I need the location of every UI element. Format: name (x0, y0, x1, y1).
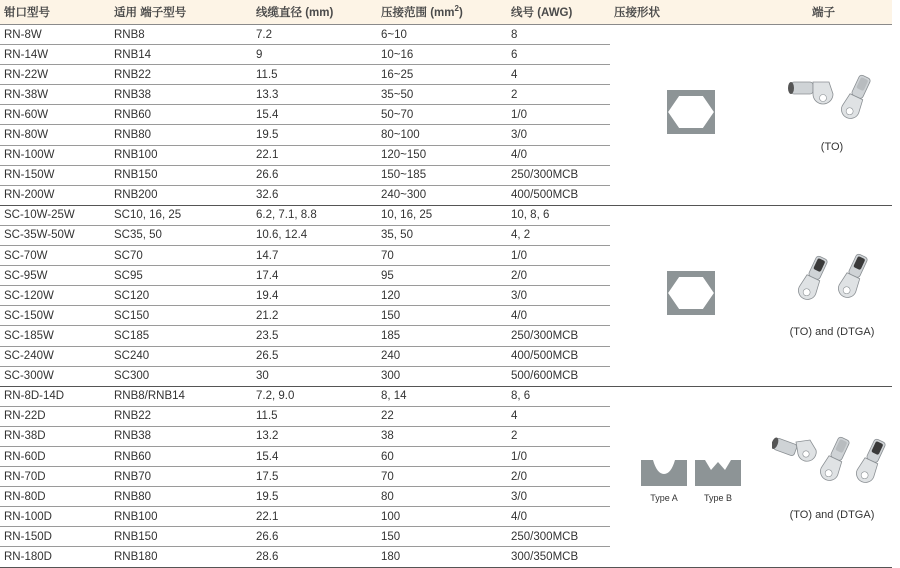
cell-awg: 400/500MCB (507, 185, 610, 205)
cell-awg: 8, 6 (507, 386, 610, 406)
cell-terminal-model: RNB8/RNB14 (110, 386, 252, 406)
hexagon-die-icon (667, 271, 715, 315)
cell-die-model: RN-60W (0, 105, 110, 125)
cell-die-model: RN-100D (0, 507, 110, 527)
cell-die-model: RN-150W (0, 165, 110, 185)
cell-crimp-range: 10~16 (377, 45, 507, 65)
cell-crimp-range: 22 (377, 406, 507, 426)
ring-terminal-icon (787, 74, 877, 126)
cell-die-model: RN-22W (0, 65, 110, 85)
cell-cable-diameter: 7.2 (252, 25, 377, 45)
cell-crimp-range: 100 (377, 507, 507, 527)
cell-die-model: RN-8W (0, 25, 110, 45)
cell-awg: 400/500MCB (507, 346, 610, 366)
cell-die-model: RN-60D (0, 446, 110, 466)
header-cable-diameter: 线缆直径 (mm) (252, 0, 377, 25)
crimp-shape-cell (610, 205, 772, 386)
cell-crimp-range: 150 (377, 306, 507, 326)
cell-cable-diameter: 19.4 (252, 286, 377, 306)
type-a-label: Type A (650, 493, 678, 504)
cell-crimp-range: 240~300 (377, 185, 507, 205)
cell-awg: 3/0 (507, 286, 610, 306)
cell-crimp-range: 10, 16, 25 (377, 205, 507, 225)
cell-terminal-model: SC10, 16, 25 (110, 205, 252, 225)
cell-awg: 2 (507, 85, 610, 105)
cell-cable-diameter: 17.5 (252, 467, 377, 487)
cell-crimp-range: 35~50 (377, 85, 507, 105)
cell-awg: 4/0 (507, 306, 610, 326)
cell-terminal-model: RNB22 (110, 65, 252, 85)
crimp-shape-cell (610, 25, 772, 206)
terminal-label: (TO) and (DTGA) (789, 325, 875, 338)
cell-cable-diameter: 19.5 (252, 125, 377, 145)
cell-cable-diameter: 15.4 (252, 105, 377, 125)
terminal-label: (TO) (820, 140, 844, 153)
cell-cable-diameter: 23.5 (252, 326, 377, 346)
cell-awg: 6 (507, 45, 610, 65)
cell-die-model: SC-240W (0, 346, 110, 366)
header-crimp-shape: 压接形状 (610, 0, 772, 25)
cell-awg: 1/0 (507, 246, 610, 266)
cell-die-model: SC-10W-25W (0, 205, 110, 225)
cell-awg: 250/300MCB (507, 527, 610, 547)
cell-terminal-model: RNB100 (110, 145, 252, 165)
cell-crimp-range: 150~185 (377, 165, 507, 185)
cell-die-model: SC-120W (0, 286, 110, 306)
cell-crimp-range: 50~70 (377, 105, 507, 125)
cell-terminal-model: RNB100 (110, 507, 252, 527)
cell-cable-diameter: 21.2 (252, 306, 377, 326)
cell-terminal-model: RNB150 (110, 527, 252, 547)
cell-crimp-range: 16~25 (377, 65, 507, 85)
cell-crimp-range: 6~10 (377, 25, 507, 45)
cell-cable-diameter: 14.7 (252, 246, 377, 266)
cell-terminal-model: RNB38 (110, 85, 252, 105)
cell-die-model: SC-300W (0, 366, 110, 386)
ring-terminal-mixed-icon (772, 430, 896, 494)
table-row (0, 386, 892, 406)
cell-awg: 4 (507, 406, 610, 426)
cell-terminal-model: SC150 (110, 306, 252, 326)
cell-cable-diameter: 9 (252, 45, 377, 65)
header-terminal-model: 适用 端子型号 (110, 0, 252, 25)
cell-cable-diameter: 28.6 (252, 547, 377, 567)
cell-crimp-range: 180 (377, 547, 507, 567)
table-row (0, 25, 892, 45)
cell-awg: 4, 2 (507, 225, 610, 245)
cell-awg: 8 (507, 25, 610, 45)
cell-awg: 1/0 (507, 446, 610, 466)
cell-awg: 250/300MCB (507, 165, 610, 185)
cell-awg: 10, 8, 6 (507, 205, 610, 225)
cell-crimp-range: 35, 50 (377, 225, 507, 245)
type-b-label: Type B (703, 493, 732, 504)
cell-terminal-model: SC240 (110, 346, 252, 366)
cell-cable-diameter: 10.6, 12.4 (252, 225, 377, 245)
cell-terminal-model: RNB180 (110, 547, 252, 567)
cell-awg: 3/0 (507, 125, 610, 145)
type-b-die-icon (695, 446, 741, 486)
cell-cable-diameter: 22.1 (252, 507, 377, 527)
cell-cable-diameter: 17.4 (252, 266, 377, 286)
hexagon-die-icon (667, 90, 715, 134)
table-row (0, 205, 892, 225)
cell-awg: 4/0 (507, 507, 610, 527)
cell-die-model: RN-22D (0, 406, 110, 426)
cell-awg: 2/0 (507, 467, 610, 487)
cell-awg: 2 (507, 426, 610, 446)
header-row (0, 0, 892, 25)
cell-cable-diameter: 11.5 (252, 65, 377, 85)
cell-crimp-range: 150 (377, 527, 507, 547)
cell-die-model: RN-180D (0, 547, 110, 567)
cell-terminal-model: SC185 (110, 326, 252, 346)
cell-terminal-model: SC95 (110, 266, 252, 286)
terminal-image-cell (772, 386, 892, 567)
cell-cable-diameter: 26.5 (252, 346, 377, 366)
cell-die-model: RN-38D (0, 426, 110, 446)
cell-terminal-model: RNB22 (110, 406, 252, 426)
cell-cable-diameter: 6.2, 7.1, 8.8 (252, 205, 377, 225)
header-terminal: 端子 (772, 0, 892, 25)
ring-terminal-dtga-icon (782, 251, 882, 311)
cell-awg: 500/600MCB (507, 366, 610, 386)
cell-cable-diameter: 19.5 (252, 487, 377, 507)
crimp-shape-cell (610, 386, 772, 567)
terminal-label: (TO) and (DTGA) (789, 508, 875, 521)
cell-crimp-range: 70 (377, 246, 507, 266)
cell-terminal-model: RNB60 (110, 446, 252, 466)
cell-crimp-range: 240 (377, 346, 507, 366)
cell-cable-diameter: 11.5 (252, 406, 377, 426)
cell-awg: 250/300MCB (507, 326, 610, 346)
cell-terminal-model: RNB38 (110, 426, 252, 446)
cell-die-model: SC-150W (0, 306, 110, 326)
cell-cable-diameter: 13.3 (252, 85, 377, 105)
cell-die-model: RN-80W (0, 125, 110, 145)
cell-cable-diameter: 22.1 (252, 145, 377, 165)
cell-terminal-model: RNB60 (110, 105, 252, 125)
cell-die-model: RN-8D-14D (0, 386, 110, 406)
cell-crimp-range: 120~150 (377, 145, 507, 165)
cell-terminal-model: SC35, 50 (110, 225, 252, 245)
cell-die-model: RN-70D (0, 467, 110, 487)
cell-awg: 2/0 (507, 266, 610, 286)
cell-die-model: SC-185W (0, 326, 110, 346)
cell-awg: 1/0 (507, 105, 610, 125)
cell-die-model: SC-70W (0, 246, 110, 266)
cell-awg: 4/0 (507, 145, 610, 165)
cell-die-model: RN-100W (0, 145, 110, 165)
cell-cable-diameter: 13.2 (252, 426, 377, 446)
cell-crimp-range: 38 (377, 426, 507, 446)
cell-crimp-range: 8, 14 (377, 386, 507, 406)
cell-cable-diameter: 26.6 (252, 165, 377, 185)
cell-die-model: RN-150D (0, 527, 110, 547)
cell-die-model: RN-80D (0, 487, 110, 507)
cell-terminal-model: SC70 (110, 246, 252, 266)
cell-awg: 3/0 (507, 487, 610, 507)
cell-die-model: SC-95W (0, 266, 110, 286)
cell-crimp-range: 185 (377, 326, 507, 346)
cell-cable-diameter: 15.4 (252, 446, 377, 466)
table-body (0, 25, 892, 568)
cell-terminal-model: SC120 (110, 286, 252, 306)
header-crimp-range: 压接范围 $(mm^2)$ (377, 0, 507, 25)
cell-cable-diameter: 7.2, 9.0 (252, 386, 377, 406)
cell-cable-diameter: 32.6 (252, 185, 377, 205)
cell-awg: 4 (507, 65, 610, 85)
cell-crimp-range: 70 (377, 467, 507, 487)
cell-die-model: RN-14W (0, 45, 110, 65)
header-awg: 线号 (AWG) (507, 0, 610, 25)
cell-die-model: SC-35W-50W (0, 225, 110, 245)
cell-terminal-model: RNB80 (110, 125, 252, 145)
type-a-die-icon (641, 446, 687, 486)
cell-crimp-range: 80~100 (377, 125, 507, 145)
cell-terminal-model: RNB14 (110, 45, 252, 65)
terminal-image-cell (772, 205, 892, 386)
cell-terminal-model: RNB200 (110, 185, 252, 205)
cell-awg: 300/350MCB (507, 547, 610, 567)
cell-terminal-model: RNB80 (110, 487, 252, 507)
cell-crimp-range: 300 (377, 366, 507, 386)
cell-die-model: RN-38W (0, 85, 110, 105)
cell-crimp-range: 95 (377, 266, 507, 286)
cell-crimp-range: 120 (377, 286, 507, 306)
cell-terminal-model: RNB70 (110, 467, 252, 487)
cell-terminal-model: RNB150 (110, 165, 252, 185)
header-die-model: 钳口型号 (0, 0, 110, 25)
cell-cable-diameter: 30 (252, 366, 377, 386)
cell-crimp-range: 80 (377, 487, 507, 507)
cell-crimp-range: 60 (377, 446, 507, 466)
cell-die-model: RN-200W (0, 185, 110, 205)
terminal-image-cell (772, 25, 892, 206)
cell-terminal-model: SC300 (110, 366, 252, 386)
cell-cable-diameter: 26.6 (252, 527, 377, 547)
cell-terminal-model: RNB8 (110, 25, 252, 45)
